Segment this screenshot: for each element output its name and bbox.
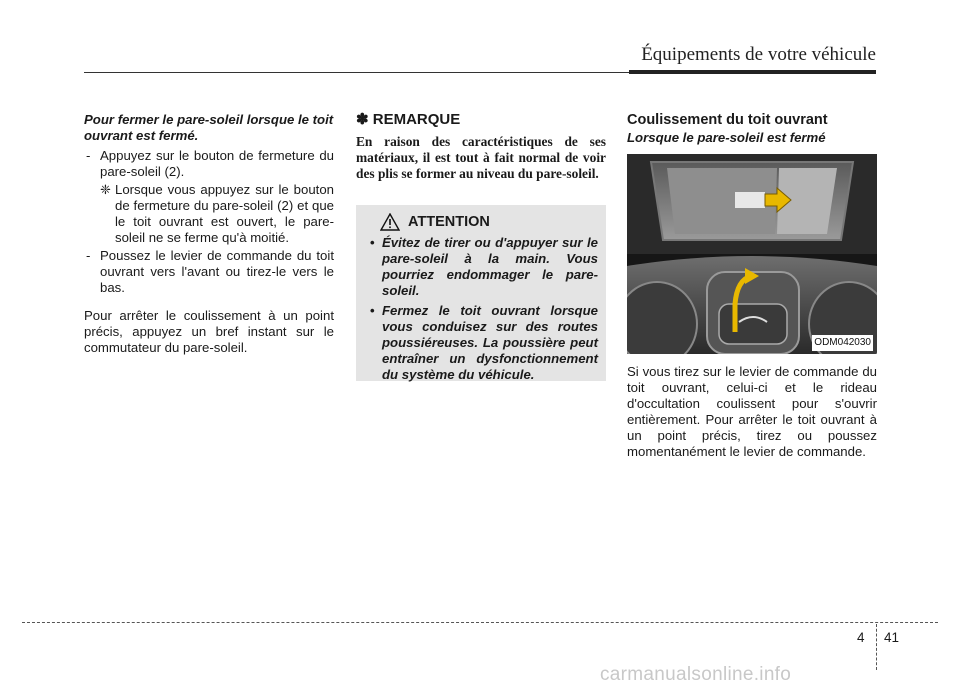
image-reference-label: ODM042030 xyxy=(812,335,873,351)
dash-marker: - xyxy=(86,248,91,263)
attention-item xyxy=(368,303,598,383)
warning-triangle-icon xyxy=(380,213,400,231)
subheading: Pour fermer le pare-soleil lorsque le toit ouvrant est fermé. xyxy=(84,112,334,143)
footer-rule xyxy=(22,622,938,623)
paragraph: Pour arrêter le coulissement à un point précis, appuyez un bref instant sur le commutateur du pare-soleil. xyxy=(84,308,334,355)
footer-divider xyxy=(876,624,877,670)
sunshade-pull-tab xyxy=(735,192,765,208)
note-item xyxy=(84,182,334,246)
list-item xyxy=(84,248,334,296)
attention-box xyxy=(356,205,606,381)
bullet-marker: • xyxy=(370,303,375,318)
header-rule-accent xyxy=(629,70,876,74)
attention-header xyxy=(380,213,598,231)
note-text: Lorsque vous appuyez sur le bouton de fermeture du pare-soleil (2) et que le toit ouvrant est ouvert, le pare-soleil ne se ferme qu'à moitié. xyxy=(115,182,334,245)
column-left xyxy=(84,112,334,356)
note-marker: ❈ xyxy=(100,182,112,197)
chapter-number: 4 xyxy=(857,630,865,645)
sunroof-control-photo xyxy=(627,154,877,354)
header-rule xyxy=(84,72,629,73)
paragraph: Si vous tirez sur le levier de commande du toit ouvrant, celui-ci et le rideau d'occultation coulissent pour s'ouvrir entièrement. Pour arrêter le toit ouvrant à un point précis, tirez ou poussez momentanément le levier de commande. xyxy=(627,364,877,459)
attention-item xyxy=(368,235,598,299)
column-middle xyxy=(356,112,606,182)
section-title: Coulissement du toit ouvrant xyxy=(627,112,828,128)
bullet-marker: • xyxy=(370,235,375,250)
chapter-header-title: Équipements de votre véhicule xyxy=(641,44,876,65)
attention-title: ATTENTION xyxy=(408,214,490,230)
attention-text: Évitez de tirer ou d'appuyer sur le pare-soleil à la main. Vous pourriez endommager le pare-soleil. xyxy=(382,235,598,298)
page-number: 41 xyxy=(884,630,900,645)
remarque-title: ✽ REMARQUE xyxy=(356,111,461,128)
remarque-body: En raison des caractéristiques de ses matériaux, il est tout à fait normal de voir des plis se former au niveau du pare-soleil. xyxy=(356,134,606,181)
section-subtitle: Lorsque le pare-soleil est fermé xyxy=(627,130,826,145)
list-item-text: Appuyez sur le bouton de fermeture du pare-soleil (2). xyxy=(100,148,334,179)
column-right xyxy=(627,112,877,460)
list-item xyxy=(84,148,334,180)
watermark: carmanualsonline.info xyxy=(600,664,792,685)
dash-marker: - xyxy=(86,148,91,163)
sunroof-illustration xyxy=(627,154,877,354)
attention-text: Fermez le toit ouvrant lorsque vous conduisez sur des routes poussiéreuses. La poussière peut entraîner un dysfonctionnement du système du véhicule. xyxy=(382,303,598,382)
list-item-text: Poussez le levier de commande du toit ouvrant vers l'avant ou tirez-le vers le bas. xyxy=(100,248,334,295)
